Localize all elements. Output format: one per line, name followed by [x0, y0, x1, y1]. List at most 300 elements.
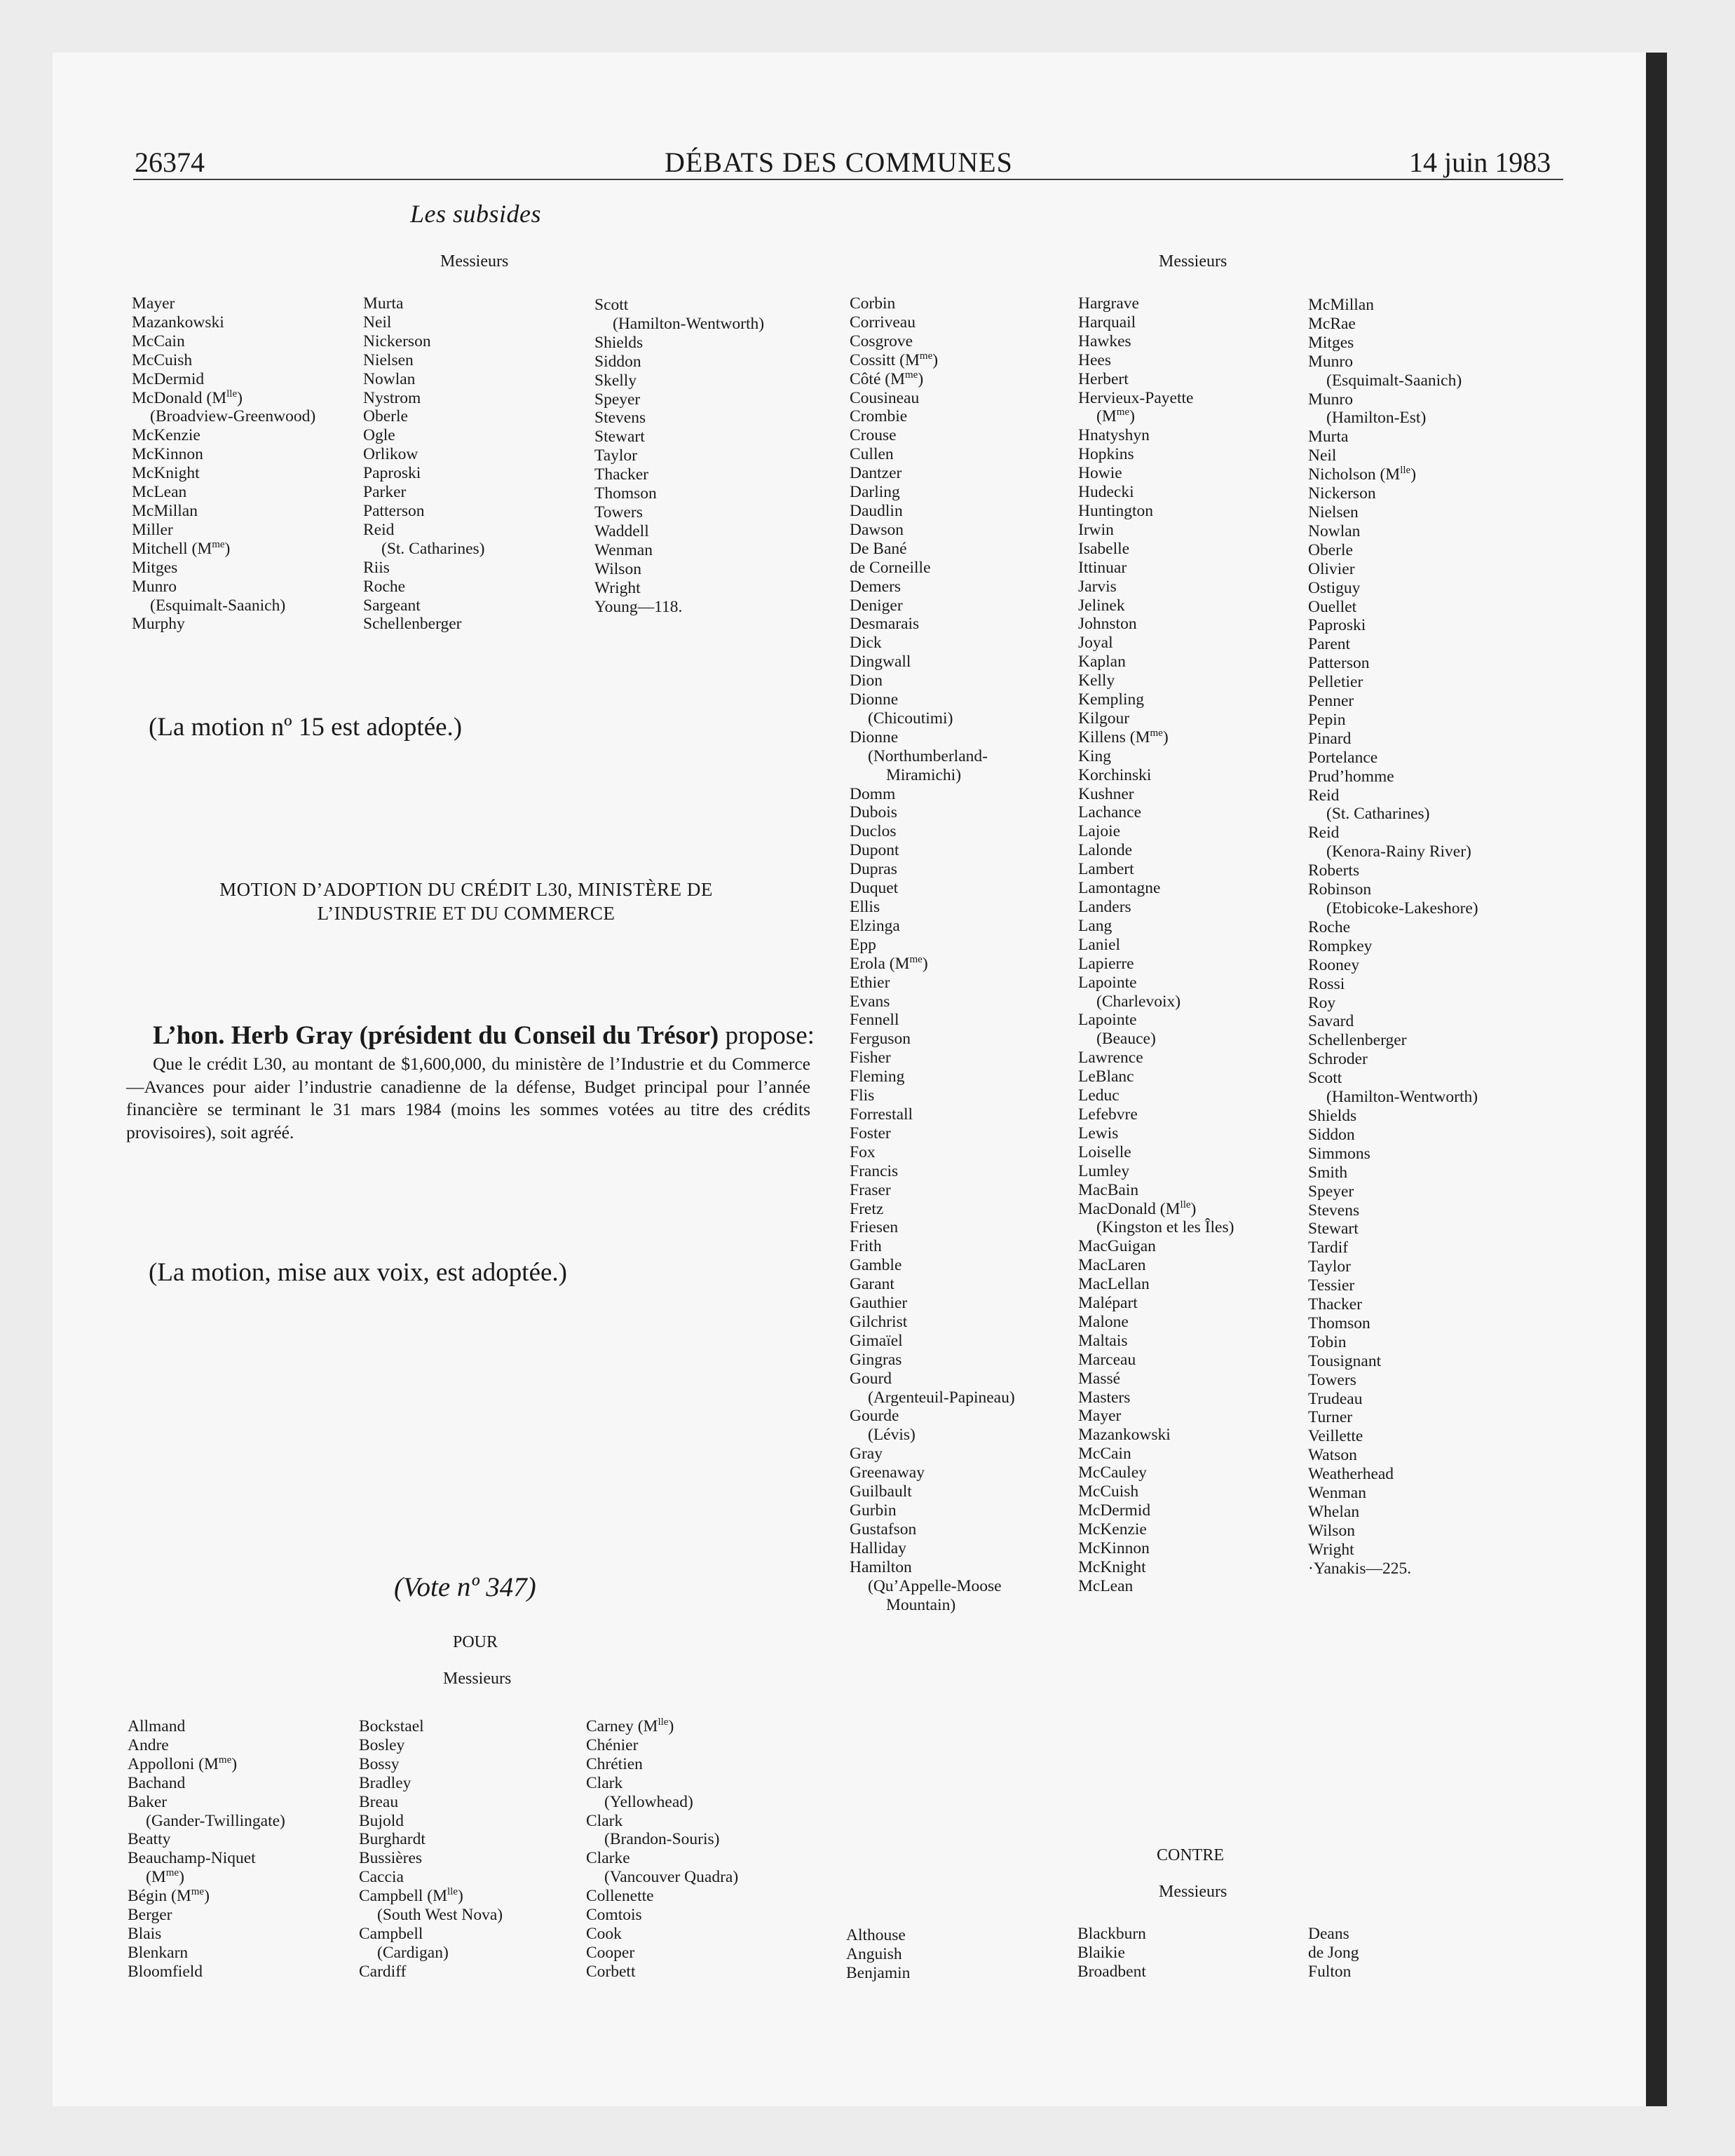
member-name: Penner [1308, 692, 1354, 711]
member-name: Rooney [1308, 955, 1360, 974]
member-name: McCain [1078, 1445, 1131, 1464]
member-name: Cullen [850, 445, 894, 464]
member-name: Killens $(M^{me})$ [1078, 728, 1169, 746]
member-name: Guilbault [850, 1482, 912, 1501]
member-name: McKnight [1078, 1557, 1146, 1576]
member-name: Jelinek [1078, 596, 1125, 615]
member-name: Domm [850, 784, 896, 803]
member-name: Kushner [1078, 784, 1134, 803]
member-name: Murta [363, 294, 404, 313]
member-name: Trudeau [1308, 1389, 1363, 1408]
member-name: Beauchamp-Niquet [128, 1849, 256, 1868]
member-name: Althouse [846, 1926, 906, 1944]
member-name: Landers [1078, 898, 1131, 916]
member-riding: (St. Catharines) [381, 539, 485, 558]
member-name: Prud’homme [1308, 767, 1394, 786]
member-name: MacLellan [1078, 1275, 1150, 1294]
member-name: Dupont [850, 841, 899, 860]
member-name: Veillette [1308, 1427, 1363, 1446]
motion-result: (La motion, mise aux voix, est adoptée.) [149, 1258, 567, 1287]
member-riding: (Qu’Appelle-Moose [868, 1576, 1002, 1595]
member-name: Gourde [850, 1407, 899, 1426]
member-name: Smith [1308, 1163, 1348, 1182]
member-name: Speyer [594, 390, 641, 409]
member-name: Mitges [132, 558, 178, 577]
page-number: 26374 [135, 146, 205, 178]
member-name: Fleming [850, 1067, 905, 1086]
member-name: Desmarais [850, 615, 920, 634]
title-superscript: me [904, 369, 918, 381]
member-name: Wilson [1308, 1521, 1355, 1540]
member-name: Miller [132, 520, 173, 539]
member-name: King [1078, 746, 1111, 765]
member-name: McKenzie [132, 426, 200, 445]
member-name: Crombie [850, 407, 908, 426]
vote-column [1078, 294, 1234, 1596]
member-name: Lawrence [1078, 1049, 1143, 1067]
member-name: Duclos [850, 822, 897, 841]
member-name: MacDonald $(M^{lle})$ [1078, 1199, 1197, 1218]
motion-text: Que le crédit L30, au montant de $1,600,000, du ministère de l’Industrie et du Commerce—Avances pour aider l’industrie canadienne de la défense, Budget principal pour l’année financière se terminant le 31 mars 1984 (moins les sommes votées au titre des crédits provisoires), soit agréé. [126, 1053, 810, 1142]
member-name: Watson [1308, 1446, 1357, 1465]
member-name: Orlikow [363, 445, 419, 464]
member-name: Côté $(M^{me})$ [850, 369, 924, 388]
member-name: Lajoie [1078, 822, 1121, 841]
member-name: Taylor [1308, 1257, 1351, 1276]
member-name: Stevens [594, 409, 646, 428]
member-name: Kempling [1078, 690, 1144, 709]
vote-column [594, 296, 764, 616]
member-riding: (Broadview-Greenwood) [150, 407, 316, 426]
member-riding: (Hamilton-Wentworth) [1326, 1088, 1478, 1107]
member-name: Dubois [850, 803, 897, 822]
member-name: Bradley [359, 1773, 411, 1792]
member-riding: (Cardigan) [377, 1943, 449, 1962]
member-riding: (Kingston et les Îles) [1096, 1218, 1234, 1237]
member-name: Bégin $(M^{me})$ [128, 1886, 210, 1906]
member-name: Bussières [359, 1849, 423, 1868]
member-name: Reid [363, 520, 395, 539]
member-name: Masters [1078, 1388, 1131, 1407]
member-name: McCain [132, 332, 185, 350]
member-name: Mazankowski [132, 313, 224, 332]
member-name: Patterson [1308, 654, 1370, 673]
member-name: Robinson [1308, 880, 1372, 899]
member-name: Thacker [594, 465, 648, 484]
vote-column [846, 1926, 910, 1983]
member-name: Paproski [1308, 616, 1366, 635]
member-name: McLean [1078, 1576, 1134, 1595]
member-name: Kilgour [1078, 709, 1130, 728]
member-name: Bujold [359, 1811, 404, 1830]
vote-column [363, 294, 485, 634]
member-name: Hawkes [1078, 332, 1131, 350]
member-name: Thomson [1308, 1314, 1370, 1332]
member-name: Malépart [1078, 1294, 1138, 1313]
member-name: Stewart [1308, 1220, 1359, 1239]
member-name: Nystrom [363, 388, 421, 407]
member-name: Chrétien [586, 1754, 643, 1773]
member-name: Mayer [132, 294, 175, 313]
proposer-name: L’hon. Herb Gray (président du Conseil du Trésor) [153, 1021, 719, 1050]
member-name: Nowlan [363, 369, 416, 388]
member-name: McKinnon [1078, 1538, 1150, 1557]
member-name: Patterson [363, 501, 425, 520]
member-name: Cardiff [359, 1962, 407, 1981]
member-riding: (Gander-Twillingate) [146, 1811, 285, 1830]
vote-column [1077, 1925, 1146, 1981]
proposer-line [153, 1021, 815, 1051]
member-riding: Mountain) [886, 1595, 956, 1614]
member-riding: (Esquimalt-Saanich) [150, 596, 286, 615]
member-name: MacBain [1078, 1180, 1139, 1199]
member-name: Fisher [850, 1049, 891, 1067]
member-name: Allmand [128, 1717, 186, 1735]
member-name: Dick [850, 634, 882, 653]
member-riding: $(M^{me})$ [146, 1867, 184, 1887]
title-superscript: lle [658, 1717, 669, 1728]
member-name: Towers [1308, 1370, 1356, 1389]
member-riding: (Charlevoix) [1096, 992, 1181, 1011]
member-name: Garant [850, 1275, 894, 1294]
member-name: Riis [363, 558, 390, 577]
member-name: Isabelle [1078, 539, 1130, 558]
member-name: Gustafson [850, 1520, 917, 1538]
member-name: Bosley [359, 1735, 405, 1754]
member-name: Wright [594, 578, 641, 597]
member-name: Wilson [594, 559, 641, 578]
member-name: Lachance [1078, 803, 1142, 822]
member-name: Nowlan [1308, 521, 1361, 540]
member-name: De Bané [850, 539, 907, 558]
member-name: Clark [586, 1773, 623, 1792]
member-name: Sargeant [363, 596, 421, 615]
member-name: Waddell [594, 521, 649, 540]
member-name: Huntington [1078, 501, 1154, 520]
member-name: Tobin [1308, 1332, 1347, 1351]
member-name: Comtois [586, 1906, 642, 1925]
member-name: Greenaway [850, 1464, 925, 1482]
member-name: Maltais [1078, 1331, 1128, 1350]
member-name: Baker [128, 1792, 168, 1811]
title-superscript: me [1116, 407, 1130, 418]
member-name: McMillan [132, 501, 198, 520]
member-name: Siddon [1308, 1125, 1355, 1144]
vote-column [132, 294, 315, 634]
member-name: Epp [850, 935, 876, 954]
vote-column [359, 1717, 503, 1981]
member-name: Cook [586, 1924, 622, 1943]
member-name: Gilchrist [850, 1312, 908, 1331]
member-name: Cosgrove [850, 332, 913, 350]
member-name: Ostiguy [1308, 578, 1361, 597]
member-riding: (Hamilton-Wentworth) [613, 314, 765, 333]
member-name: Nicholson $(M^{lle})$ [1308, 465, 1417, 484]
member-name: de Corneille [850, 558, 931, 577]
member-name: Thomson [594, 484, 657, 503]
member-name: Anguish [846, 1944, 902, 1963]
member-name: Dion [850, 671, 883, 690]
journal-title: DÉBATS DES COMMUNES [665, 146, 1013, 178]
member-riding: (Etobicoke-Lakeshore) [1326, 899, 1478, 917]
member-name: Oberle [1308, 540, 1353, 559]
member-name: Malone [1078, 1312, 1129, 1331]
member-name: Oberle [363, 407, 408, 426]
member-name: Scott [594, 296, 629, 314]
member-name: Tessier [1308, 1276, 1355, 1295]
member-name: Shields [594, 333, 644, 352]
member-name: Paproski [363, 464, 421, 483]
member-name: Mitchell $(M^{me})$ [132, 538, 231, 558]
member-name: Forrestall [850, 1105, 913, 1124]
member-name: Darling [850, 483, 900, 502]
title-superscript: me [919, 350, 933, 362]
member-name: Schroder [1308, 1050, 1368, 1069]
member-name: Rossi [1308, 974, 1345, 993]
member-name: Roche [1308, 917, 1351, 936]
member-name: Burghardt [359, 1830, 426, 1849]
member-name: Nielsen [363, 350, 414, 369]
motion-heading [147, 878, 785, 925]
member-name: Lewis [1078, 1124, 1119, 1142]
member-name: Fennell [850, 1011, 899, 1030]
member-name: Howie [1078, 464, 1122, 483]
member-name: Shields [1308, 1106, 1357, 1125]
pour-heading: POUR [453, 1633, 498, 1651]
member-name: Towers [594, 503, 643, 521]
member-name: Crouse [850, 426, 897, 445]
member-name: Parent [1308, 635, 1351, 654]
top-right-heading: Messieurs [1159, 252, 1227, 271]
member-name: Roy [1308, 993, 1336, 1012]
member-name: Gurbin [850, 1501, 897, 1520]
member-name: McKenzie [1078, 1520, 1147, 1538]
member-name: Laniel [1078, 935, 1121, 954]
vote-column [1308, 1925, 1359, 1981]
member-name: Schellenberger [1308, 1031, 1407, 1050]
contre-heading: CONTRE [1157, 1846, 1224, 1864]
member-name: Chénier [586, 1735, 639, 1754]
member-name: Berger [128, 1906, 172, 1925]
member-name: McLean [132, 483, 187, 502]
member-name: Dionne [850, 690, 899, 709]
vote-column [1308, 296, 1478, 1578]
member-name: McCuish [132, 350, 193, 369]
member-name: Stewart [594, 428, 645, 446]
title-superscript: me [165, 1867, 179, 1879]
member-name: Munro [1308, 352, 1353, 371]
vote-column [850, 294, 1015, 1614]
member-name: Skelly [594, 371, 637, 390]
contre-subheading: Messieurs [1159, 1883, 1227, 1901]
member-name: Lalonde [1078, 841, 1132, 860]
member-name: Lambert [1078, 860, 1134, 879]
member-name: Fraser [850, 1180, 891, 1199]
vote-column [128, 1717, 285, 1981]
member-name: Ogle [363, 426, 395, 445]
member-name: Pepin [1308, 710, 1346, 729]
member-name: Appolloni $(M^{me})$ [128, 1754, 238, 1773]
member-name: Ferguson [850, 1030, 911, 1049]
member-name: Loiselle [1078, 1142, 1131, 1161]
member-name: Nickerson [363, 332, 431, 350]
member-name: Neil [1308, 446, 1337, 465]
member-name: Gingras [850, 1350, 902, 1369]
member-name: Rompkey [1308, 936, 1373, 955]
member-name: Blenkarn [128, 1943, 189, 1962]
member-name: Olivier [1308, 559, 1355, 578]
member-riding: (St. Catharines) [1326, 805, 1430, 824]
member-name: Pinard [1308, 729, 1352, 748]
member-name: MacGuigan [1078, 1237, 1156, 1256]
member-riding: Miramichi) [886, 765, 962, 784]
member-riding: (Argenteuil-Papineau) [868, 1388, 1015, 1407]
member-name: Hargrave [1078, 294, 1139, 313]
member-name: Wright [1308, 1540, 1354, 1559]
member-name: Cousineau [850, 388, 920, 407]
member-name: Breau [359, 1792, 399, 1811]
member-name: Portelance [1308, 748, 1378, 767]
member-name: Ellis [850, 898, 880, 916]
member-name: Daudlin [850, 501, 903, 520]
member-name: Nielsen [1308, 503, 1359, 521]
member-name: Bachand [128, 1773, 186, 1792]
member-name: McDermid [1078, 1501, 1151, 1520]
member-name: Campbell $(M^{lle})$ [359, 1886, 463, 1906]
member-name: Nickerson [1308, 484, 1376, 503]
member-name: Hervieux-Payette [1078, 388, 1194, 407]
member-name: Gauthier [850, 1294, 908, 1313]
member-name: Bossy [359, 1754, 400, 1773]
member-name: Ittinuar [1078, 558, 1127, 577]
member-name: Ethier [850, 973, 890, 992]
title-superscript: me [1150, 728, 1163, 739]
member-name: Hopkins [1078, 445, 1134, 464]
member-name: Dantzer [850, 464, 902, 483]
member-name: Herbert [1078, 369, 1129, 388]
vote-label: (Vote nº 347) [394, 1572, 536, 1602]
member-name: Young—118. [594, 597, 683, 616]
member-name: McCuish [1078, 1482, 1139, 1501]
member-name: Elzinga [850, 916, 900, 935]
member-name: Caccia [359, 1868, 404, 1887]
member-name: Corriveau [850, 313, 916, 332]
member-name: Blackburn [1077, 1925, 1146, 1943]
member-name: Neil [363, 313, 392, 332]
header-rule [133, 179, 1563, 180]
member-riding: (Kenora-Rainy River) [1326, 842, 1471, 861]
member-name: McKinnon [132, 445, 203, 464]
member-name: Francis [850, 1161, 899, 1180]
member-name: McDonald $(M^{lle})$ [132, 388, 243, 407]
title-superscript: lle [1180, 1199, 1191, 1210]
member-name: Kelly [1078, 671, 1115, 690]
member-name: Gray [850, 1445, 883, 1464]
member-name: Johnston [1078, 615, 1137, 634]
member-name: Leduc [1078, 1086, 1120, 1105]
member-name: Murphy [132, 615, 185, 634]
member-name: Halliday [850, 1538, 906, 1557]
member-name: Carney $(M^{lle})$ [586, 1717, 674, 1735]
member-name: Whelan [1308, 1503, 1360, 1521]
member-name: Mazankowski [1078, 1426, 1171, 1445]
member-name: McMillan [1308, 296, 1374, 314]
proposer-verb: propose: [725, 1021, 815, 1050]
member-name: Andre [128, 1735, 169, 1754]
member-name: Hnatyshyn [1078, 426, 1150, 445]
member-name: Reid [1308, 786, 1340, 805]
member-name: Wenman [1308, 1484, 1366, 1503]
member-name: Erola $(M^{me})$ [850, 953, 928, 973]
member-name: Weatherhead [1308, 1465, 1394, 1484]
member-name: Lumley [1078, 1161, 1130, 1180]
member-name: Flis [850, 1086, 875, 1105]
member-name: Duquet [850, 879, 899, 898]
member-name: Dupras [850, 860, 897, 879]
member-name: de Jong [1308, 1943, 1359, 1962]
member-name: Roberts [1308, 861, 1360, 880]
member-name: Lapointe [1078, 1011, 1137, 1030]
member-name: Fretz [850, 1199, 884, 1218]
member-name: McRae [1308, 314, 1356, 333]
member-name: Jarvis [1078, 577, 1117, 596]
title-superscript: lle [226, 388, 238, 400]
member-name: Hees [1078, 350, 1111, 369]
member-name: Marceau [1078, 1350, 1136, 1369]
member-name: Harquail [1078, 313, 1136, 332]
member-name: Pelletier [1308, 673, 1363, 692]
title-superscript: lle [1400, 465, 1411, 477]
member-name: Mitges [1308, 333, 1354, 352]
member-riding: (Beauce) [1096, 1030, 1156, 1049]
member-name: Taylor [594, 446, 637, 465]
member-name: Dionne [850, 728, 899, 746]
member-name: Munro [132, 577, 177, 596]
member-name: Dingwall [850, 653, 911, 671]
member-name: Fulton [1308, 1962, 1352, 1981]
member-name: Parker [363, 483, 407, 502]
page-date: 14 juin 1983 [1409, 146, 1551, 178]
member-name: Tardif [1308, 1239, 1349, 1257]
member-name: Bloomfield [128, 1962, 203, 1981]
member-name: Irwin [1078, 520, 1114, 539]
member-name: Ouellet [1308, 597, 1357, 616]
member-name: ·Yanakis—225. [1308, 1559, 1412, 1578]
member-name: Fox [850, 1142, 876, 1161]
member-name: Blais [128, 1924, 162, 1943]
member-name: Joyal [1078, 634, 1113, 653]
title-superscript: me [218, 1754, 232, 1766]
pour-subheading: Messieurs [443, 1670, 512, 1688]
motion-heading-line: L’INDUSTRIE ET DU COMMERCE [317, 903, 615, 924]
member-name: Lang [1078, 916, 1113, 935]
member-name: Thacker [1308, 1295, 1362, 1314]
member-name: Cossitt $(M^{me})$ [850, 350, 939, 369]
member-riding: (Hamilton-Est) [1326, 409, 1427, 428]
member-name: Bockstael [359, 1717, 424, 1735]
top-left-heading: Messieurs [440, 252, 509, 271]
member-name: Hudecki [1078, 483, 1134, 502]
member-name: Lefebvre [1078, 1105, 1138, 1124]
section-title: Les subsides [410, 200, 542, 228]
member-name: Kaplan [1078, 653, 1126, 671]
member-name: Clarke [586, 1849, 630, 1868]
member-riding: (Chicoutimi) [868, 709, 953, 728]
member-name: Siddon [594, 352, 641, 371]
member-name: Munro [1308, 390, 1353, 409]
member-name: Deans [1308, 1925, 1349, 1943]
member-name: Roche [363, 577, 406, 596]
